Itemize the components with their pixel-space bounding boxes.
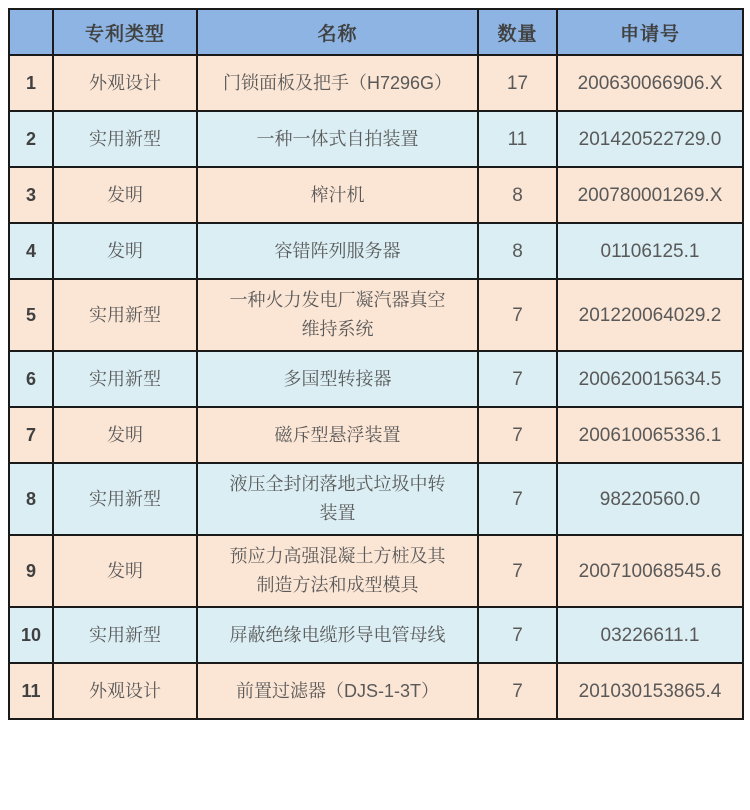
header-patent-name: 名称 <box>197 9 478 55</box>
patent-type-cell: 实用新型 <box>53 279 197 351</box>
application-number-cell: 201220064029.2 <box>557 279 743 351</box>
count-cell: 17 <box>478 55 557 111</box>
patent-name-cell: 一种一体式自拍装置 <box>197 111 478 167</box>
table-row <box>9 167 743 223</box>
patent-name-cell: 磁斥型悬浮装置 <box>197 407 478 463</box>
application-number-cell: 200610065336.1 <box>557 407 743 463</box>
table-row <box>9 279 743 351</box>
application-number-cell: 01106125.1 <box>557 223 743 279</box>
table-row <box>9 535 743 607</box>
patent-name-cell: 榨汁机 <box>197 167 478 223</box>
row-number-cell: 10 <box>9 607 53 663</box>
patent-type-cell: 发明 <box>53 167 197 223</box>
table-row <box>9 351 743 407</box>
count-cell: 7 <box>478 663 557 719</box>
row-number-cell: 1 <box>9 55 53 111</box>
row-number-cell: 7 <box>9 407 53 463</box>
application-number-cell: 201420522729.0 <box>557 111 743 167</box>
count-cell: 7 <box>478 351 557 407</box>
patent-name-cell: 液压全封闭落地式垃圾中转装置 <box>197 463 478 535</box>
patent-table <box>8 8 744 720</box>
patent-name-cell: 一种火力发电厂凝汽器真空维持系统 <box>197 279 478 351</box>
patent-type-cell: 实用新型 <box>53 463 197 535</box>
row-number-cell: 3 <box>9 167 53 223</box>
table-row <box>9 111 743 167</box>
application-number-cell: 98220560.0 <box>557 463 743 535</box>
header-patent-type: 专利类型 <box>53 9 197 55</box>
row-number-cell: 9 <box>9 535 53 607</box>
application-number-cell: 03226611.1 <box>557 607 743 663</box>
header-application-number: 申请号 <box>557 9 743 55</box>
table-row <box>9 55 743 111</box>
table-body <box>9 55 743 719</box>
header-count: 数量 <box>478 9 557 55</box>
patent-type-cell: 外观设计 <box>53 663 197 719</box>
row-number-cell: 6 <box>9 351 53 407</box>
count-cell: 8 <box>478 223 557 279</box>
patent-name-cell: 容错阵列服务器 <box>197 223 478 279</box>
count-cell: 7 <box>478 463 557 535</box>
table-row <box>9 407 743 463</box>
count-cell: 7 <box>478 607 557 663</box>
patent-type-cell: 实用新型 <box>53 607 197 663</box>
patent-type-cell: 实用新型 <box>53 351 197 407</box>
count-cell: 7 <box>478 279 557 351</box>
row-number-cell: 4 <box>9 223 53 279</box>
count-cell: 7 <box>478 535 557 607</box>
patent-name-cell: 预应力高强混凝土方桩及其制造方法和成型模具 <box>197 535 478 607</box>
row-number-cell: 8 <box>9 463 53 535</box>
patent-type-cell: 发明 <box>53 535 197 607</box>
table-row <box>9 463 743 535</box>
application-number-cell: 200630066906.X <box>557 55 743 111</box>
table-row <box>9 607 743 663</box>
patent-type-cell: 发明 <box>53 407 197 463</box>
count-cell: 8 <box>478 167 557 223</box>
patent-name-cell: 多国型转接器 <box>197 351 478 407</box>
header-index <box>9 9 53 55</box>
application-number-cell: 200710068545.6 <box>557 535 743 607</box>
patent-type-cell: 外观设计 <box>53 55 197 111</box>
application-number-cell: 201030153865.4 <box>557 663 743 719</box>
application-number-cell: 200620015634.5 <box>557 351 743 407</box>
header-row <box>9 9 743 55</box>
application-number-cell: 200780001269.X <box>557 167 743 223</box>
count-cell: 7 <box>478 407 557 463</box>
patent-type-cell: 发明 <box>53 223 197 279</box>
table-row <box>9 663 743 719</box>
patent-type-cell: 实用新型 <box>53 111 197 167</box>
row-number-cell: 5 <box>9 279 53 351</box>
table-row <box>9 223 743 279</box>
patent-name-cell: 前置过滤器（DJS-1-3T） <box>197 663 478 719</box>
patent-name-cell: 门锁面板及把手（H7296G） <box>197 55 478 111</box>
count-cell: 11 <box>478 111 557 167</box>
row-number-cell: 2 <box>9 111 53 167</box>
patent-name-cell: 屏蔽绝缘电缆形导电管母线 <box>197 607 478 663</box>
row-number-cell: 11 <box>9 663 53 719</box>
